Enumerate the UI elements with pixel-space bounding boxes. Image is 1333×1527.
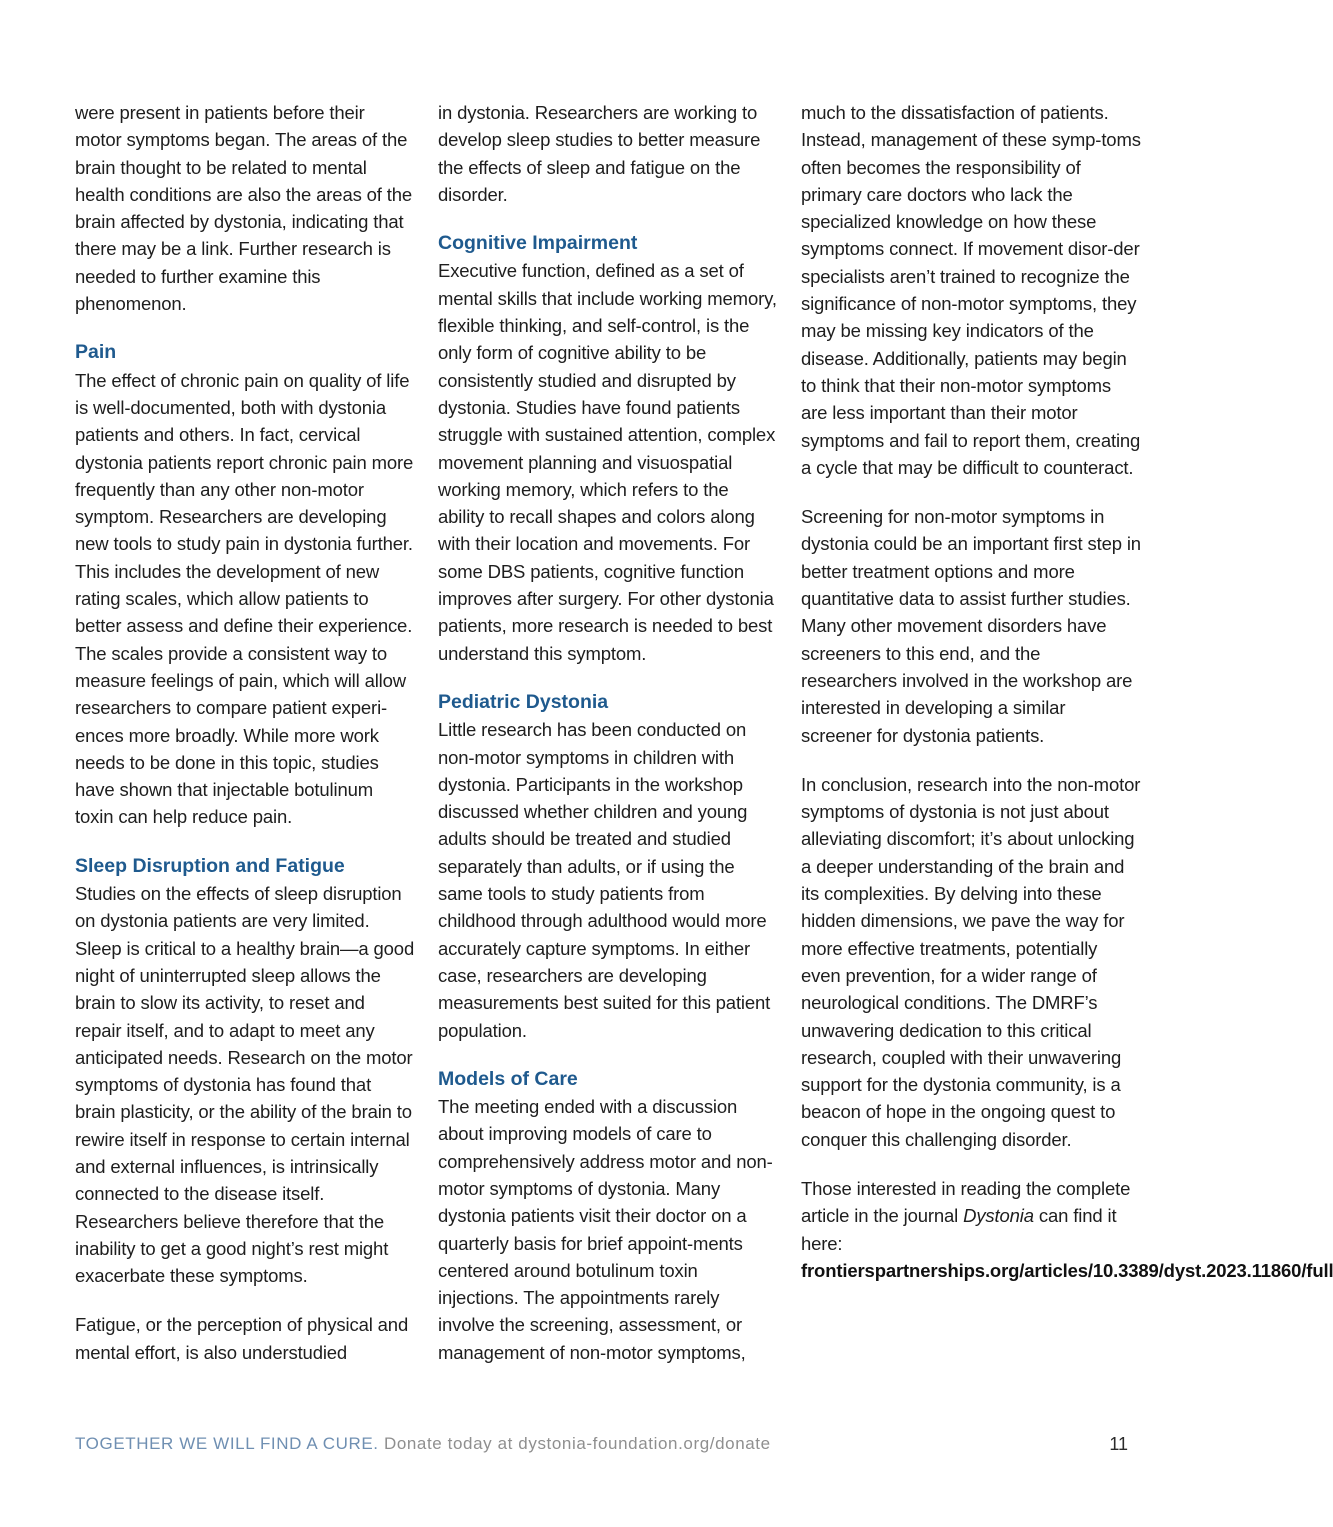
paragraph: Screening for non-motor symptoms in dystonia could be an important first step in better treatment options and more quantitative data to assist further studies. Many other movement disorders have screeners to this end, and the researchers involved in the workshop are interested in developing a similar screener for dystonia patients.: [801, 506, 1141, 746]
paragraph: The meeting ended with a discussion about improving models of care to comprehensively address motor and non-motor symptoms of dystonia. Many dystonia patients visit their doctor on a quarterly basis for brief appoint-ments centered around botulinum toxin injections. The appointments rarely involve the screening, assessment, or management of non-motor symptoms,: [438, 1096, 773, 1363]
paragraph: Little research has been conducted on non-motor symptoms in children with dystonia. Participants in the workshop discussed whether children and young adults should be treated and studied separately than adults, or if using the same tools to study patients from childhood through adulthood would more accurately capture symptoms. In either case, researchers are developing measurements best suited for this patient population.: [438, 719, 771, 1041]
closing-paragraph: [801, 1175, 1333, 1284]
footer-donate-text: Donate today at dystonia-foundation.org/donate: [383, 1434, 771, 1453]
closing-intro: Those interested in reading the complete article in the journal: [801, 1177, 1131, 1227]
article-link[interactable]: frontierspartnerships.org/articles/10.3389/dyst.2023.11860/full: [801, 1259, 1333, 1281]
paragraph: The effect of chronic pain on quality of life is well-documented, both with dystonia patients and others. In fact, cervical dystonia patients report chronic pain more frequently than any other non-motor symptom. Researchers are developing new tools to study pain in dystonia further. This includes the development of new rating scales, which allow patients to better assess and define their experience. The scales provide a consistent way to measure feelings of pain, which will allow researchers to compare patient experi-ences more broadly. While more work needs to be done in this topic, studies have shown that injectable botulinum toxin can help reduce pain.: [75, 369, 414, 828]
article-column-3: [801, 99, 1333, 1284]
paragraph: in dystonia. Researchers are working to develop sleep studies to better measure the effects of sleep and fatigue on the disorder.: [438, 102, 761, 205]
section-heading-sleep: Sleep Disruption and Fatigue: [75, 854, 345, 877]
paragraph: Studies on the effects of sleep disruption on dystonia patients are very limited. Sleep is critical to a healthy brain—a good night of uninterrupted sleep allows the brain to slow its activity, to reset and repair itself, and to adapt to meet any anticipated needs. Research on the motor symptoms of dystonia has found that brain plasticity, or the ability of the brain to rewire itself in response to certain internal and external influences, is intrinsically connected to the disease itself. Researchers believe therefore that the inability to get a good night’s rest might exacerbate these symptoms.: [75, 883, 415, 1287]
article-column-2: [438, 99, 778, 1366]
footer-tagline: TOGETHER WE WILL FIND A CURE.: [75, 1434, 379, 1453]
closing-after: can find it here:: [801, 1205, 1117, 1254]
paragraph: Fatigue, or the perception of physical and mental effort, is also understudied: [75, 1314, 409, 1363]
journal-name: Dystonia: [963, 1205, 1034, 1227]
section-heading-pediatric: Pediatric Dystonia: [438, 690, 609, 713]
page-footer: [75, 1433, 1128, 1455]
paragraph: Executive function, defined as a set of mental skills that include working memory, flexible thinking, and self-control, is the only form of cognitive ability to be consistently studied and disrupted by dystonia. Studies have found patients struggle with sustained attention, complex movement planning and visuospatial working memory, which refers to the ability to recall shapes and colors along with their location and movements. For some DBS patients, cognitive function improves after surgery. For other dystonia patients, more research is needed to best understand this symptom.: [438, 260, 777, 664]
article-column-1: [75, 99, 415, 1366]
paragraph: much to the dissatisfaction of patients. Instead, management of these symp-toms often becomes the responsibility of primary care doctors who lack the specialized knowledge on how these symptoms connect. If movement disor-der specialists aren’t trained to recognize the significance of non-motor symptoms, they may be missing key indicators of the disease. Additionally, patients may begin to think that their non-motor symptoms are less important than their motor symptoms and fail to report them, creating a cycle that may be difficult to counteract.: [801, 102, 1141, 478]
section-heading-models-of-care: Models of Care: [438, 1067, 578, 1090]
section-heading-cognitive: Cognitive Impairment: [438, 232, 638, 255]
section-heading-pain: Pain: [75, 341, 117, 364]
paragraph: In conclusion, research into the non-motor symptoms of dystonia is not just about alleviating discomfort; it’s about unlocking a deeper understanding of the brain and its complexities. By delving into these hidden dimensions, we pave the way for more effective treatments, potentially even prevention, for a wider range of neurological conditions. The DMRF’s unwavering dedication to this critical research, coupled with their unwavering support for the dystonia community, is a beacon of hope in the ongoing quest to conquer this challenging disorder.: [801, 773, 1141, 1150]
page-number: 11: [1109, 1434, 1128, 1454]
paragraph: were present in patients before their motor symptoms began. The areas of the brain thought to be related to mental health conditions are also the areas of the brain affected by dystonia, indicating that there may be a link. Further research is needed to further examine this phenomenon.: [75, 102, 413, 315]
